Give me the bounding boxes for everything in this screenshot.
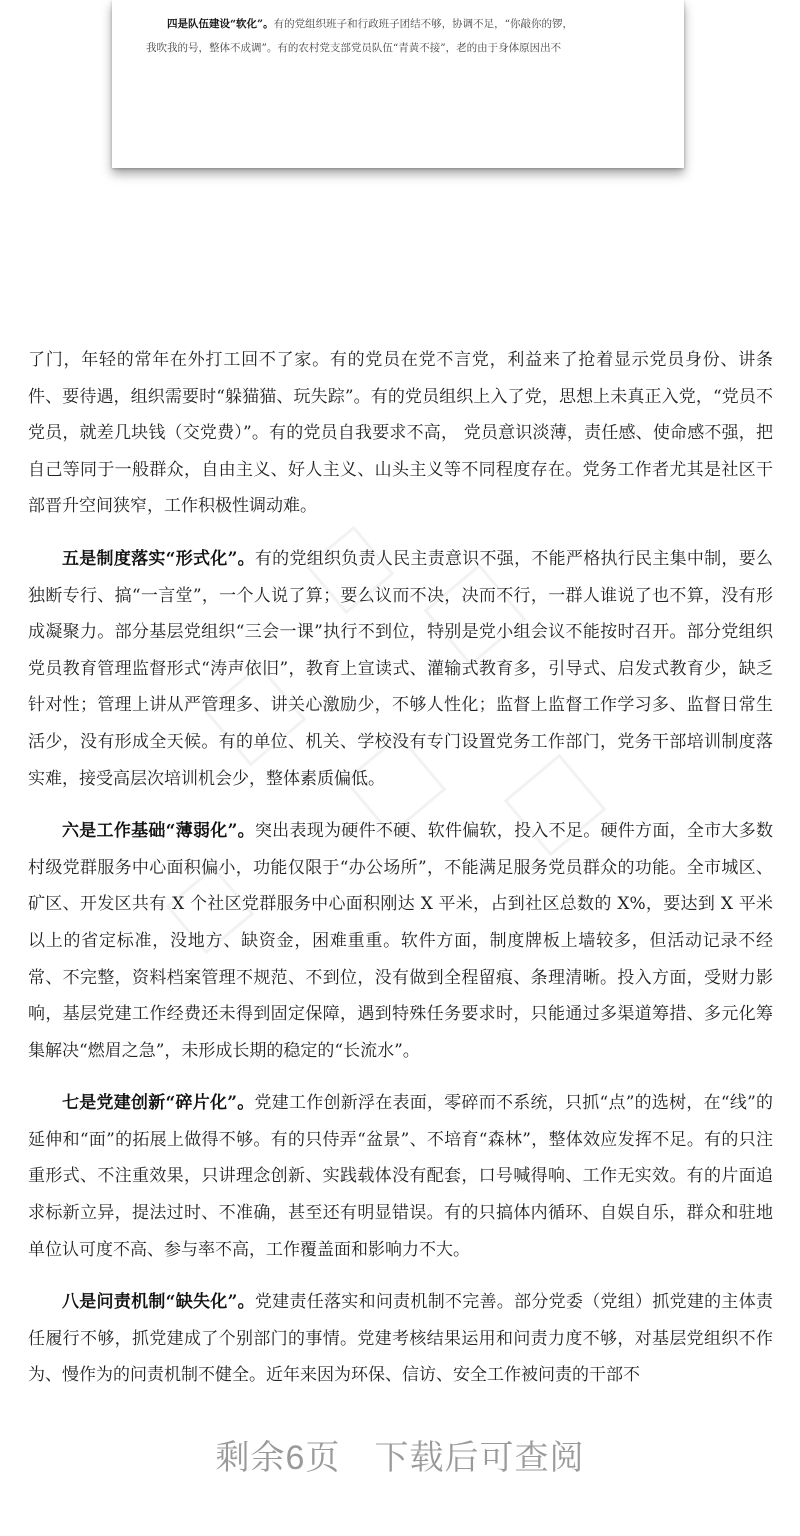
section-body-5: 有的党组织负责人民主责意识不强，不能严格执行民主集中制，要么独断专行、搞“一言堂”，一个人说了算；要么议而不决，决而不行，一群人谁说了也不算，没有形成凝聚力。部分基层党组织“三会一课”执行不到位，特别是党小组会议不能按时召开。部分党组织党员教育管理监督形式“涛声依旧”，教育上宣读式、灌输式教育多，引导式、启发式教育少，缺乏针对性；管理上讲从严管理多、讲关心激励少，不够人性化；监督上监督工作学习多、监督日常生活少，没有形成全天候。有的单位、机关、学校没有专门设置党务工作部门，党务干部培训制度落实难，接受高层次培训机会少，整体素质偏低。 [28, 548, 773, 789]
section-heading-8: 八是问责机制“缺失化”。 [62, 1292, 255, 1313]
section-body-7: 党建工作创新浮在表面，零碎而不系统，只抓“点”的选树，在“线”的延伸和“面”的拓展上做得不够。有的只侍弄“盆景”、不培育“森林”，整体效应发挥不足。有的只注重形式、不注重效果，只讲理念创新、实践载体没有配套，口号喊得响、工作无实效。有的片面追求标新立异，提法过时、不准确，甚至还有明显错误。有的只搞体内循环、自娱自乐，群众和驻地单位认可度不高、参与率不高，工作覆盖面和影响力不大。 [28, 1093, 774, 1260]
section-paragraph-7 [28, 1085, 773, 1268]
paragraph-continued: 了门，年轻的常年在外打工回不了家。有的党员在党不言党，利益来了抢着显示党员身份、讲条件、要待遇，组织需要时“躲猫猫、玩失踪”。有的党员组织上入了党，思想上未真正入党，“党员不党员，就差几块钱（交党费）”。有的党员自我要求不高， 党员意识淡薄，责任感、使命感不强，把自己等同于一般群众，自由主义、好人主义、山头主义等不同程度存在。党务工作者尤其是社区干部晋升空间狭窄，工作积极性调动难。 [28, 350, 773, 517]
preview-line-2: 我吹我的号，整体不成调”。有的农村党支部党员队伍“青黄不接”，老的由于身体原因出不 [146, 42, 562, 54]
preview-heading: 四是队伍建设“软化”。 [167, 18, 274, 30]
section-body-8: 党建责任落实和问责机制不完善。部分党委（党组）抓党建的主体责任履行不够，抓党建成了个别部门的事情。党建考核结果运用和问责力度不够，对基层党组织不作为、慢作为的问责机制不健全。近年来因为环保、信访、安全工作被问责的干部不 [28, 1292, 773, 1386]
document-body [28, 342, 773, 1410]
download-to-view-label[interactable]: 下载后可查阅 [374, 1439, 585, 1477]
section-heading-7: 七是党建创新“碎片化”。 [62, 1093, 255, 1114]
remaining-pages-label[interactable]: 剩余6页 [215, 1439, 341, 1477]
preview-text [146, 12, 656, 60]
preview-line-1 [146, 12, 656, 36]
section-paragraph-6 [28, 813, 773, 1069]
section-body-6: 突出表现为硬件不硬、软件偏软，投入不足。硬件方面，全市大多数村级党群服务中心面积偏小，功能仅限于“办公场所”，不能满足服务党员群众的功能。全市城区、矿区、开发区共有 X 个社区党群服务中心面积刚达 X 平米，占到社区总数的 X%，要达到 X 平米以上的省定标准，没地方、缺资金，困难重重。软件方面，制度牌板上墙较多，但活动记录不经常、不完整，资料档案管理不规范、不到位，没有做到全程留痕、条理清晰。投入方面，受财力影响，基层党建工作经费还未得到固定保障，遇到特殊任务要求时，只能通过多渠道筹措、多元化筹集解决“燃眉之急”，未形成长期的稳定的“长流水”。 [28, 821, 773, 1061]
section-heading-6: 六是工作基础“薄弱化”。 [62, 821, 255, 842]
preview-line-1-text: 有的党组织班子和行政班子团结不够，协调不足，“你敲你的锣， [273, 18, 573, 30]
section-heading-5: 五是制度落实“形式化”。 [62, 548, 255, 569]
section-paragraph-8 [28, 1284, 773, 1394]
download-more-banner[interactable] [0, 1428, 800, 1488]
section-paragraph-5 [28, 541, 773, 797]
preview-page-card [112, 0, 684, 168]
